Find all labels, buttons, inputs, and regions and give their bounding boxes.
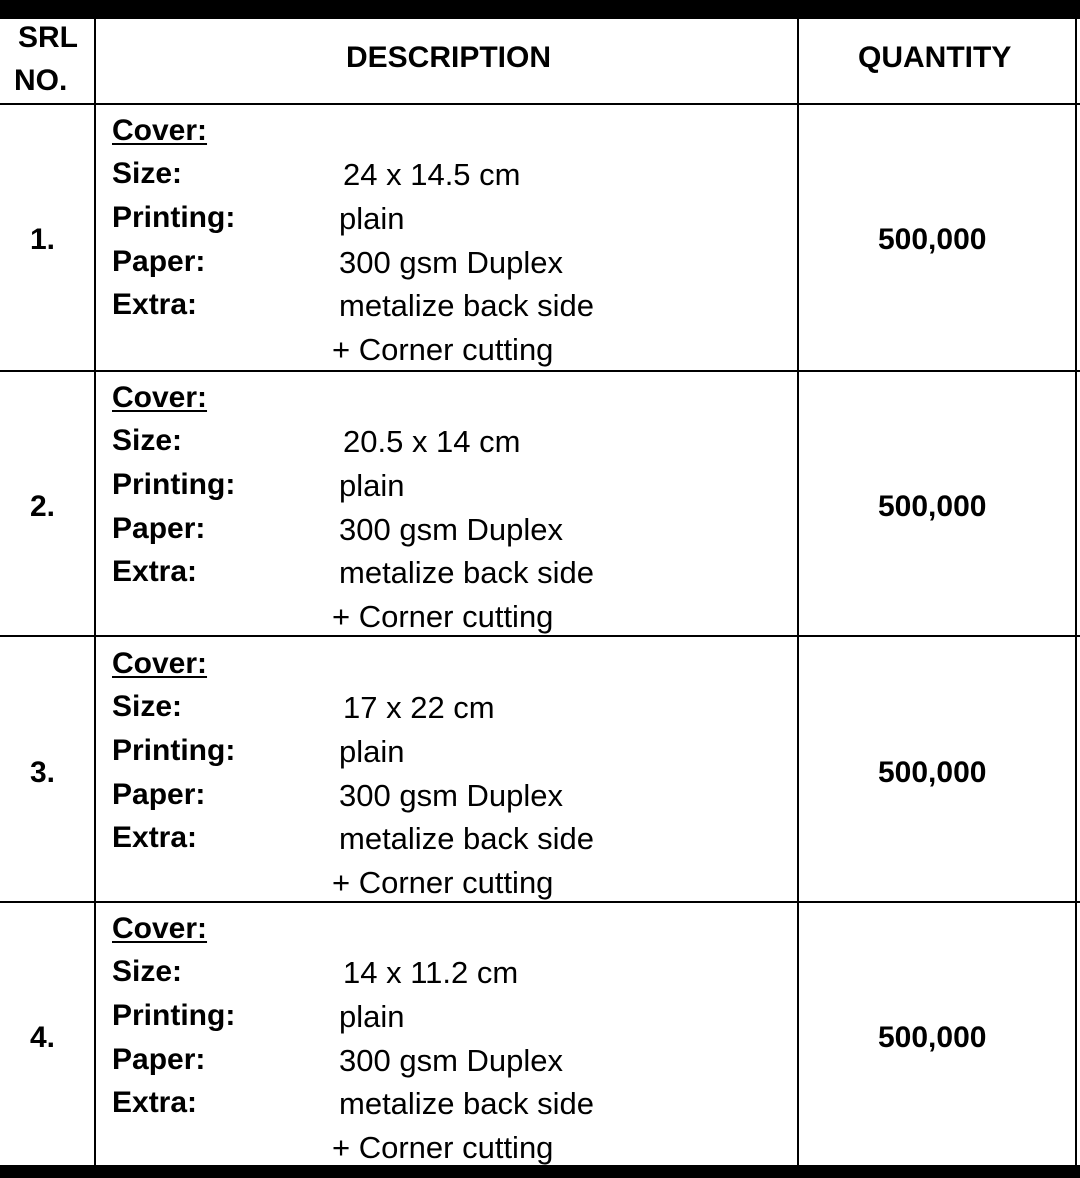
extra-value-line1: metalize back side xyxy=(339,1086,595,1121)
column-divider-description xyxy=(797,19,799,1166)
row-divider-3 xyxy=(0,901,1080,903)
size-value: 24 x 14.5 cm xyxy=(343,157,521,192)
quantity-value: 500,000 xyxy=(878,1021,987,1054)
header-quantity: QUANTITY xyxy=(858,41,1012,74)
extra-label: Extra: xyxy=(112,821,198,854)
quantity-value: 500,000 xyxy=(878,756,987,789)
cover-label: Cover: xyxy=(112,647,208,680)
serial-number: 2. xyxy=(30,490,56,523)
printing-value: plain xyxy=(339,201,405,236)
paper-value: 300 gsm Duplex xyxy=(339,512,564,547)
size-value: 20.5 x 14 cm xyxy=(343,424,521,459)
paper-value: 300 gsm Duplex xyxy=(339,245,564,280)
extra-value-line2: + Corner cutting xyxy=(332,865,554,900)
quantity-value: 500,000 xyxy=(878,223,987,256)
extra-value-line2: + Corner cutting xyxy=(332,1130,554,1165)
printing-label: Printing: xyxy=(112,999,236,1032)
serial-number: 3. xyxy=(30,756,56,789)
cover-label: Cover: xyxy=(112,114,208,147)
quantity-value: 500,000 xyxy=(878,490,987,523)
size-label: Size: xyxy=(112,955,183,988)
printing-label: Printing: xyxy=(112,201,236,234)
printing-value: plain xyxy=(339,734,405,769)
serial-number: 4. xyxy=(30,1021,56,1054)
row-divider-2 xyxy=(0,635,1080,637)
paper-value: 300 gsm Duplex xyxy=(339,1043,564,1078)
serial-number: 1. xyxy=(30,223,56,256)
printing-value: plain xyxy=(339,999,405,1034)
column-divider-right xyxy=(1075,19,1077,1166)
extra-value-line2: + Corner cutting xyxy=(332,599,554,634)
paper-label: Paper: xyxy=(112,245,206,278)
cover-label: Cover: xyxy=(112,381,208,414)
extra-label: Extra: xyxy=(112,1086,198,1119)
extra-value-line2: + Corner cutting xyxy=(332,332,554,367)
column-divider-srl xyxy=(94,19,96,1166)
extra-label: Extra: xyxy=(112,288,198,321)
header-description: DESCRIPTION xyxy=(346,41,552,74)
paper-label: Paper: xyxy=(112,512,206,545)
printing-label: Printing: xyxy=(112,734,236,767)
size-label: Size: xyxy=(112,424,183,457)
paper-label: Paper: xyxy=(112,1043,206,1076)
size-label: Size: xyxy=(112,690,183,723)
extra-label: Extra: xyxy=(112,555,198,588)
row-divider-1 xyxy=(0,370,1080,372)
printing-value: plain xyxy=(339,468,405,503)
cover-label: Cover: xyxy=(112,912,208,945)
header-srl-line2: NO. xyxy=(14,64,68,97)
size-value: 14 x 11.2 cm xyxy=(343,955,519,990)
extra-value-line1: metalize back side xyxy=(339,821,595,856)
paper-label: Paper: xyxy=(112,778,206,811)
bottom-border-bar xyxy=(0,1165,1080,1178)
size-label: Size: xyxy=(112,157,183,190)
row-divider-header xyxy=(0,103,1080,105)
paper-value: 300 gsm Duplex xyxy=(339,778,564,813)
top-border-bar xyxy=(0,0,1080,19)
size-value: 17 x 22 cm xyxy=(343,690,495,725)
header-srl-line1: SRL xyxy=(18,21,78,54)
printing-label: Printing: xyxy=(112,468,236,501)
extra-value-line1: metalize back side xyxy=(339,288,595,323)
extra-value-line1: metalize back side xyxy=(339,555,595,590)
